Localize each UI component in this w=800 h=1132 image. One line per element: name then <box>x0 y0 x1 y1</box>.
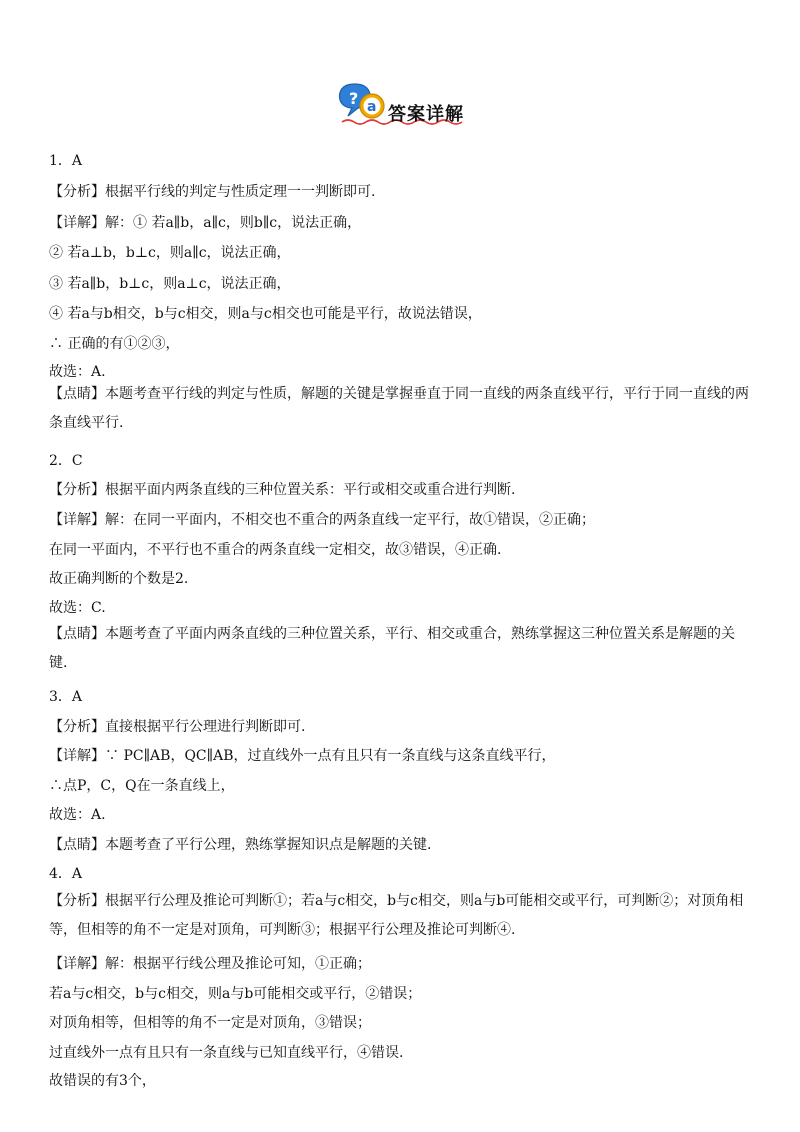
choice-line: 故选：A. <box>49 807 106 823</box>
detail-line: 对顶角相等，但相等的角不一定是对顶角，③错误； <box>49 1015 371 1031</box>
detail-line: 【详解】解：① 若a∥b，a∥c，则b∥c，说法正确， <box>49 215 362 231</box>
detail-line: 【详解】解：在同一平面内，不相交也不重合的两条直线一定平行，故①错误，②正确； <box>49 512 595 528</box>
detail-line: 故正确判断的个数是2. <box>49 571 189 587</box>
svg-text:a: a <box>367 99 377 115</box>
conclusion-line: 故错误的有3个， <box>49 1073 156 1089</box>
svg-text:?: ? <box>349 89 359 108</box>
conclusion-line: ∴ 正确的有①②③， <box>49 336 180 352</box>
detail-line: 【详解】∵ PC∥AB，QC∥AB，过直线外一点有且只有一条直线与这条直线平行， <box>49 748 556 764</box>
detail-line: 过直线外一点有且只有一条直线与已知直线平行，④错误. <box>49 1045 404 1061</box>
choice-line: 故选：C. <box>49 600 106 616</box>
detail-line: ④ 若a与b相交，b与c相交，则a与c相交也可能是平行，故说法错误， <box>49 306 482 322</box>
answer-number: 2．C <box>49 453 83 469</box>
detail-line: 【详解】解：根据平行线公理及推论可知，①正确； <box>49 956 371 972</box>
analysis-line: 【分析】直接根据平行公理进行判断即可. <box>49 719 306 735</box>
comment-paragraph: 【点睛】本题考查了平面内两条直线的三种位置关系，平行、相交或重合，熟练掌握这三种位置关系是解题的关键. <box>49 626 735 671</box>
analysis-paragraph: 【分析】根据平行公理及推论可判断①；若a与c相交，b与c相交，则a与b可能相交或平行，可判断②；对顶角相等，但相等的角不一定是对顶角，可判断③；根据平行公理及推论可判断④. <box>49 893 744 938</box>
detail-line: ③ 若a∥b，b⊥c，则a⊥c，说法正确， <box>49 276 291 292</box>
choice-line: 故选：A. <box>49 364 106 380</box>
detail-line: 若a与c相交，b与c相交，则a与b可能相交或平行，②错误； <box>49 986 422 1002</box>
answer-number: 3．A <box>49 689 83 705</box>
analysis-line: 【分析】根据平面内两条直线的三种位置关系：平行或相交或重合进行判断. <box>49 482 516 498</box>
answer-number: 1．A <box>49 153 83 169</box>
answer-number: 4．A <box>49 866 83 882</box>
comment-paragraph: 【点睛】本题考查平行线的判定与性质，解题的关键是掌握垂直于同一直线的两条直线平行，平行于同一直线的两条直线平行. <box>49 386 749 431</box>
analysis-line: 【分析】根据平行线的判定与性质定理一一判断即可. <box>49 184 376 200</box>
detail-line: 在同一平面内，不平行也不重合的两条直线一定相交，故③错误，④正确. <box>49 542 502 558</box>
comment-line: 【点睛】本题考查了平行公理，熟练掌握知识点是解题的关键. <box>49 837 432 853</box>
detail-line: ∴点P，C，Q在一条直线上， <box>49 778 235 794</box>
detail-line: ② 若a⊥b，b⊥c，则a∥c，说法正确， <box>49 245 291 261</box>
page-title: 答案详解 <box>388 104 464 125</box>
